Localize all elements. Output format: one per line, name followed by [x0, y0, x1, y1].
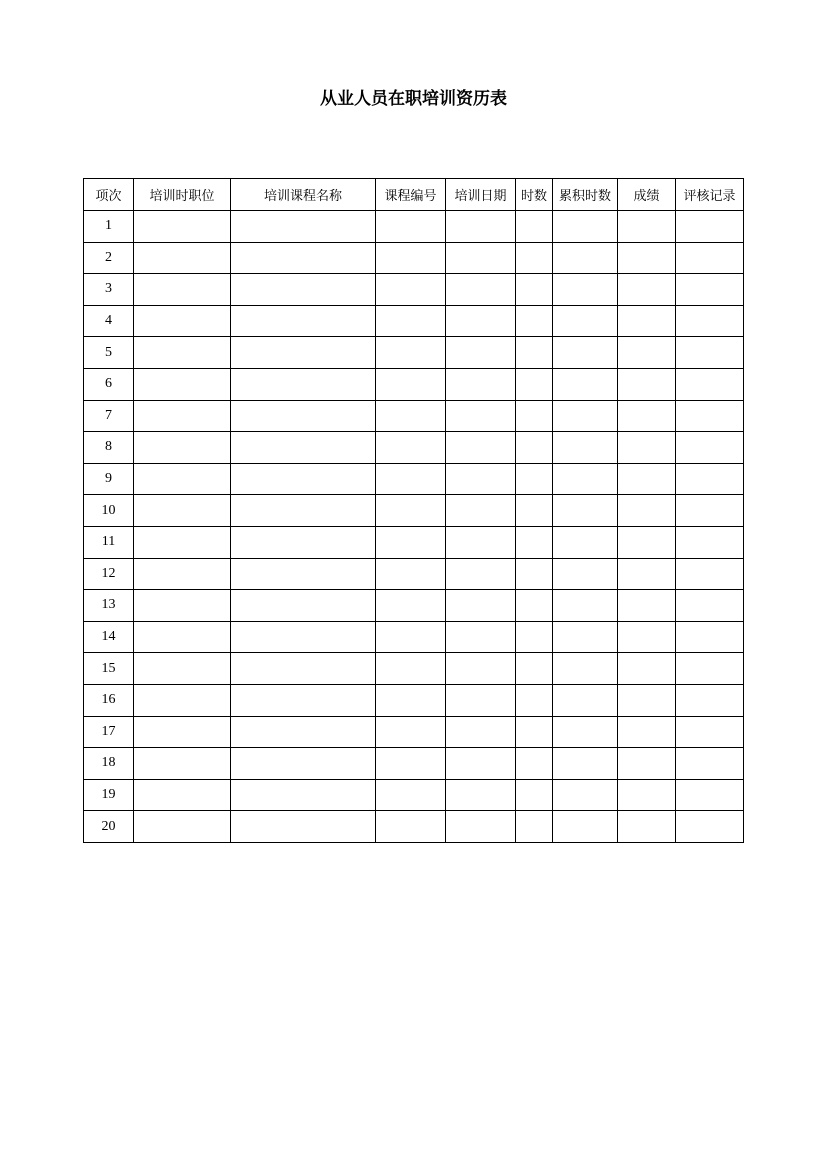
- cumulative-hours-cell[interactable]: [553, 242, 618, 274]
- course-code-cell[interactable]: [376, 337, 446, 369]
- score-cell[interactable]: [618, 432, 676, 464]
- table-row: [84, 590, 744, 622]
- training-date-cell[interactable]: [446, 526, 516, 558]
- cumulative-hours-cell[interactable]: [553, 400, 618, 432]
- cumulative-hours-cell[interactable]: [553, 716, 618, 748]
- item-number-cell: 5: [84, 337, 134, 369]
- course-code-cell[interactable]: [376, 400, 446, 432]
- score-cell[interactable]: [618, 558, 676, 590]
- item-number-cell: 2: [84, 242, 134, 274]
- training-date-cell[interactable]: [446, 305, 516, 337]
- score-cell[interactable]: [618, 305, 676, 337]
- course-name-cell[interactable]: [231, 274, 376, 306]
- score-cell[interactable]: [618, 653, 676, 685]
- training-date-cell[interactable]: [446, 432, 516, 464]
- position-cell[interactable]: [134, 779, 231, 811]
- evaluation-cell[interactable]: [676, 211, 744, 243]
- evaluation-cell[interactable]: [676, 337, 744, 369]
- course-name-cell[interactable]: [231, 526, 376, 558]
- course-code-cell[interactable]: [376, 305, 446, 337]
- cumulative-hours-cell[interactable]: [553, 463, 618, 495]
- hours-cell[interactable]: [516, 716, 553, 748]
- evaluation-cell[interactable]: [676, 684, 744, 716]
- course-name-cell[interactable]: [231, 242, 376, 274]
- course-name-cell[interactable]: [231, 748, 376, 780]
- position-cell[interactable]: [134, 716, 231, 748]
- position-cell[interactable]: [134, 274, 231, 306]
- training-date-cell[interactable]: [446, 400, 516, 432]
- training-date-cell[interactable]: [446, 242, 516, 274]
- cumulative-hours-cell[interactable]: [553, 368, 618, 400]
- course-code-cell[interactable]: [376, 432, 446, 464]
- course-name-cell[interactable]: [231, 432, 376, 464]
- score-cell[interactable]: [618, 811, 676, 843]
- course-name-cell[interactable]: [231, 211, 376, 243]
- hours-cell[interactable]: [516, 653, 553, 685]
- table-row: [84, 368, 744, 400]
- hours-cell[interactable]: [516, 242, 553, 274]
- position-cell[interactable]: [134, 337, 231, 369]
- evaluation-cell[interactable]: [676, 463, 744, 495]
- evaluation-cell[interactable]: [676, 432, 744, 464]
- position-cell[interactable]: [134, 590, 231, 622]
- item-number-cell: 11: [84, 526, 134, 558]
- position-cell[interactable]: [134, 242, 231, 274]
- course-code-cell[interactable]: [376, 495, 446, 527]
- hours-cell[interactable]: [516, 463, 553, 495]
- table-row: [84, 274, 744, 306]
- hours-cell[interactable]: [516, 337, 553, 369]
- hours-cell[interactable]: [516, 590, 553, 622]
- course-code-cell[interactable]: [376, 811, 446, 843]
- score-cell[interactable]: [618, 211, 676, 243]
- table-row: [84, 495, 744, 527]
- hours-cell[interactable]: [516, 526, 553, 558]
- course-code-cell[interactable]: [376, 590, 446, 622]
- position-cell[interactable]: [134, 653, 231, 685]
- score-cell[interactable]: [618, 463, 676, 495]
- column-header-position: 培训时职位: [134, 179, 231, 211]
- cumulative-hours-cell[interactable]: [553, 811, 618, 843]
- item-number-cell: 12: [84, 558, 134, 590]
- training-date-cell[interactable]: [446, 337, 516, 369]
- table-row: [84, 811, 744, 843]
- item-number-cell: 16: [84, 684, 134, 716]
- item-number-cell: 7: [84, 400, 134, 432]
- evaluation-cell[interactable]: [676, 811, 744, 843]
- evaluation-cell[interactable]: [676, 590, 744, 622]
- score-cell[interactable]: [618, 590, 676, 622]
- hours-cell[interactable]: [516, 211, 553, 243]
- table-row: [84, 779, 744, 811]
- column-header-hours: 时数: [516, 179, 553, 211]
- course-name-cell[interactable]: [231, 463, 376, 495]
- item-number-cell: 8: [84, 432, 134, 464]
- item-number-cell: 6: [84, 368, 134, 400]
- position-cell[interactable]: [134, 305, 231, 337]
- item-number-cell: 15: [84, 653, 134, 685]
- table-row: [84, 305, 744, 337]
- item-number-cell: 14: [84, 621, 134, 653]
- course-code-cell[interactable]: [376, 242, 446, 274]
- training-date-cell[interactable]: [446, 368, 516, 400]
- evaluation-cell[interactable]: [676, 305, 744, 337]
- table-row: [84, 242, 744, 274]
- hours-cell[interactable]: [516, 368, 553, 400]
- training-record-table: [83, 178, 744, 843]
- course-name-cell[interactable]: [231, 621, 376, 653]
- position-cell[interactable]: [134, 400, 231, 432]
- course-name-cell[interactable]: [231, 337, 376, 369]
- hours-cell[interactable]: [516, 432, 553, 464]
- score-cell[interactable]: [618, 495, 676, 527]
- evaluation-cell[interactable]: [676, 368, 744, 400]
- cumulative-hours-cell[interactable]: [553, 495, 618, 527]
- page-title: 从业人员在职培训资历表: [320, 89, 507, 109]
- item-number-cell: 9: [84, 463, 134, 495]
- course-name-cell[interactable]: [231, 590, 376, 622]
- training-date-cell[interactable]: [446, 748, 516, 780]
- position-cell[interactable]: [134, 495, 231, 527]
- course-code-cell[interactable]: [376, 684, 446, 716]
- item-number-cell: 10: [84, 495, 134, 527]
- item-number-cell: 20: [84, 811, 134, 843]
- score-cell[interactable]: [618, 748, 676, 780]
- course-name-cell[interactable]: [231, 400, 376, 432]
- course-code-cell[interactable]: [376, 274, 446, 306]
- course-code-cell[interactable]: [376, 716, 446, 748]
- column-header-score: 成绩: [618, 179, 676, 211]
- training-date-cell[interactable]: [446, 463, 516, 495]
- evaluation-cell[interactable]: [676, 495, 744, 527]
- course-name-cell[interactable]: [231, 495, 376, 527]
- table-row: [84, 748, 744, 780]
- score-cell[interactable]: [618, 684, 676, 716]
- evaluation-cell[interactable]: [676, 242, 744, 274]
- course-code-cell[interactable]: [376, 526, 446, 558]
- hours-cell[interactable]: [516, 400, 553, 432]
- position-cell[interactable]: [134, 684, 231, 716]
- score-cell[interactable]: [618, 242, 676, 274]
- evaluation-cell[interactable]: [676, 558, 744, 590]
- cumulative-hours-cell[interactable]: [553, 590, 618, 622]
- table-row: [84, 211, 744, 243]
- item-number-cell: 19: [84, 779, 134, 811]
- hours-cell[interactable]: [516, 779, 553, 811]
- score-cell[interactable]: [618, 621, 676, 653]
- table-row: [84, 337, 744, 369]
- training-date-cell[interactable]: [446, 653, 516, 685]
- table-row: [84, 526, 744, 558]
- item-number-cell: 4: [84, 305, 134, 337]
- course-name-cell[interactable]: [231, 368, 376, 400]
- evaluation-cell[interactable]: [676, 748, 744, 780]
- course-name-cell[interactable]: [231, 684, 376, 716]
- position-cell[interactable]: [134, 432, 231, 464]
- course-code-cell[interactable]: [376, 653, 446, 685]
- training-date-cell[interactable]: [446, 779, 516, 811]
- score-cell[interactable]: [618, 779, 676, 811]
- hours-cell[interactable]: [516, 811, 553, 843]
- cumulative-hours-cell[interactable]: [553, 653, 618, 685]
- item-number-cell: 3: [84, 274, 134, 306]
- course-name-cell[interactable]: [231, 811, 376, 843]
- training-date-cell[interactable]: [446, 495, 516, 527]
- course-name-cell[interactable]: [231, 716, 376, 748]
- table-body: [84, 211, 744, 843]
- cumulative-hours-cell[interactable]: [553, 211, 618, 243]
- training-date-cell[interactable]: [446, 811, 516, 843]
- column-header-evaluation: 评核记录: [676, 179, 744, 211]
- training-date-cell[interactable]: [446, 274, 516, 306]
- position-cell[interactable]: [134, 526, 231, 558]
- course-code-cell[interactable]: [376, 779, 446, 811]
- cumulative-hours-cell[interactable]: [553, 274, 618, 306]
- column-header-item-no: 项次: [84, 179, 134, 211]
- cumulative-hours-cell[interactable]: [553, 779, 618, 811]
- hours-cell[interactable]: [516, 684, 553, 716]
- evaluation-cell[interactable]: [676, 274, 744, 306]
- table-row: [84, 463, 744, 495]
- score-cell[interactable]: [618, 526, 676, 558]
- training-date-cell[interactable]: [446, 684, 516, 716]
- cumulative-hours-cell[interactable]: [553, 432, 618, 464]
- training-date-cell[interactable]: [446, 211, 516, 243]
- course-name-cell[interactable]: [231, 653, 376, 685]
- item-number-cell: 17: [84, 716, 134, 748]
- evaluation-cell[interactable]: [676, 653, 744, 685]
- table-row: [84, 621, 744, 653]
- training-date-cell[interactable]: [446, 716, 516, 748]
- cumulative-hours-cell[interactable]: [553, 526, 618, 558]
- course-name-cell[interactable]: [231, 779, 376, 811]
- position-cell[interactable]: [134, 811, 231, 843]
- cumulative-hours-cell[interactable]: [553, 305, 618, 337]
- item-number-cell: 13: [84, 590, 134, 622]
- cumulative-hours-cell[interactable]: [553, 558, 618, 590]
- cumulative-hours-cell[interactable]: [553, 337, 618, 369]
- score-cell[interactable]: [618, 274, 676, 306]
- score-cell[interactable]: [618, 337, 676, 369]
- hours-cell[interactable]: [516, 621, 553, 653]
- course-name-cell[interactable]: [231, 558, 376, 590]
- table-row: [84, 400, 744, 432]
- training-date-cell[interactable]: [446, 621, 516, 653]
- position-cell[interactable]: [134, 368, 231, 400]
- course-code-cell[interactable]: [376, 748, 446, 780]
- score-cell[interactable]: [618, 400, 676, 432]
- cumulative-hours-cell[interactable]: [553, 684, 618, 716]
- cumulative-hours-cell[interactable]: [553, 748, 618, 780]
- position-cell[interactable]: [134, 211, 231, 243]
- table-row: [84, 558, 744, 590]
- table-row: [84, 653, 744, 685]
- position-cell[interactable]: [134, 558, 231, 590]
- position-cell[interactable]: [134, 621, 231, 653]
- column-header-course-code: 课程编号: [376, 179, 446, 211]
- header-row: [84, 179, 744, 211]
- position-cell[interactable]: [134, 748, 231, 780]
- training-date-cell[interactable]: [446, 558, 516, 590]
- table-row: [84, 684, 744, 716]
- course-code-cell[interactable]: [376, 621, 446, 653]
- evaluation-cell[interactable]: [676, 526, 744, 558]
- training-date-cell[interactable]: [446, 590, 516, 622]
- evaluation-cell[interactable]: [676, 716, 744, 748]
- item-number-cell: 18: [84, 748, 134, 780]
- course-code-cell[interactable]: [376, 368, 446, 400]
- table-row: [84, 716, 744, 748]
- cumulative-hours-cell[interactable]: [553, 621, 618, 653]
- course-code-cell[interactable]: [376, 463, 446, 495]
- hours-cell[interactable]: [516, 305, 553, 337]
- course-code-cell[interactable]: [376, 211, 446, 243]
- evaluation-cell[interactable]: [676, 779, 744, 811]
- column-header-course-name: 培训课程名称: [231, 179, 376, 211]
- course-name-cell[interactable]: [231, 305, 376, 337]
- evaluation-cell[interactable]: [676, 621, 744, 653]
- hours-cell[interactable]: [516, 748, 553, 780]
- table-row: [84, 432, 744, 464]
- score-cell[interactable]: [618, 716, 676, 748]
- position-cell[interactable]: [134, 463, 231, 495]
- item-number-cell: 1: [84, 211, 134, 243]
- hours-cell[interactable]: [516, 558, 553, 590]
- evaluation-cell[interactable]: [676, 400, 744, 432]
- hours-cell[interactable]: [516, 274, 553, 306]
- hours-cell[interactable]: [516, 495, 553, 527]
- column-header-training-date: 培训日期: [446, 179, 516, 211]
- course-code-cell[interactable]: [376, 558, 446, 590]
- score-cell[interactable]: [618, 368, 676, 400]
- column-header-cumulative-hours: 累积时数: [553, 179, 618, 211]
